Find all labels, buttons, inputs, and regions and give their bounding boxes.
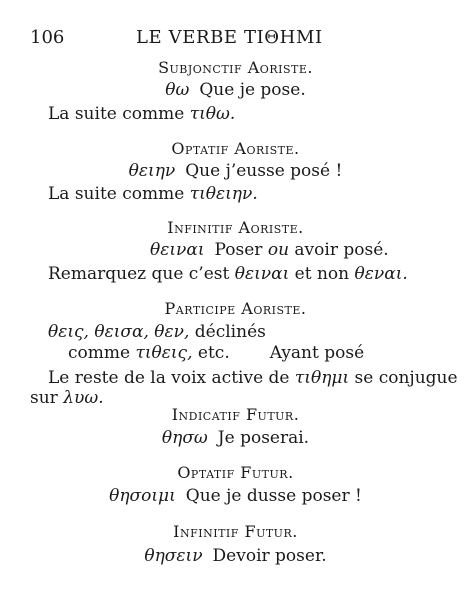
- note-text: La suite comme: [48, 104, 185, 124]
- example-line: [150, 240, 389, 260]
- rest-text: Le reste de la voix active de: [48, 368, 290, 388]
- note-greek-2: θεναι.: [354, 264, 408, 284]
- heading-participe-aoriste: Participe Aoriste.: [164, 299, 307, 318]
- example-line: [0, 161, 471, 181]
- note-text: La suite comme: [48, 184, 185, 204]
- declined-text: déclinés: [194, 322, 266, 342]
- page-number: 106: [30, 27, 65, 48]
- participle-forms-line: [48, 322, 266, 342]
- rest-suffix: se conjugue: [354, 368, 458, 388]
- french-conjunction: ou: [267, 240, 290, 260]
- etc-text: etc.: [197, 343, 230, 363]
- greek-form: θειην: [128, 161, 176, 181]
- note-line: [48, 264, 408, 284]
- example-line: [0, 546, 471, 566]
- french-translation: Que je dusse poser !: [185, 486, 362, 506]
- note-line: [48, 184, 258, 204]
- comme-text: comme: [68, 343, 131, 363]
- french-translation-alt: avoir posé.: [294, 240, 389, 260]
- french-translation: Ayant posé: [269, 343, 365, 363]
- note-text-middle: et non: [294, 264, 350, 284]
- note-line: [48, 104, 235, 124]
- greek-form: θησειν: [144, 546, 203, 566]
- french-translation: Que je pose.: [199, 80, 306, 100]
- heading-infinitif-futur: Infinitif Futur.: [173, 522, 298, 541]
- rest-greek-2: λυω.: [63, 388, 104, 408]
- french-translation: Je poserai.: [217, 428, 310, 448]
- running-title: LE VERBE ΤΙΘΗΜΙ: [136, 27, 323, 48]
- heading-optatif-futur: Optatif Futur.: [177, 463, 294, 482]
- note-greek: τιθω.: [189, 104, 236, 124]
- heading-infinitif-aoriste: Infinitif Aoriste.: [167, 218, 304, 237]
- greek-form: θησοιμι: [109, 486, 176, 506]
- french-translation: Devoir poser.: [212, 546, 327, 566]
- comme-greek: τιθεις,: [135, 343, 193, 363]
- heading-indicatif-futur: Indicatif Futur.: [171, 405, 300, 424]
- french-translation: Poser: [214, 240, 263, 260]
- french-translation: Que j’eusse posé !: [185, 161, 343, 181]
- example-line: [0, 80, 471, 100]
- greek-form: θειναι: [150, 240, 205, 260]
- example-line: [0, 486, 471, 506]
- greek-form: θησω: [161, 428, 208, 448]
- note-greek: τιθειην.: [189, 184, 258, 204]
- rest-greek: τιθημι: [294, 368, 350, 388]
- greek-form: θω: [165, 80, 190, 100]
- note-greek: θειναι: [234, 264, 290, 284]
- greek-participle-forms: θεις, θεισα, θεν,: [48, 322, 190, 342]
- participle-comme-line: [68, 343, 364, 363]
- rest-text-2: sur: [30, 388, 58, 408]
- example-line: [0, 428, 471, 448]
- heading-subjonctif-aoriste: Subjonctif Aoriste.: [158, 58, 313, 77]
- rest-line: [48, 368, 458, 388]
- heading-optatif-aoriste: Optatif Aoriste.: [171, 139, 300, 158]
- note-text: Remarquez que c’est: [48, 264, 230, 284]
